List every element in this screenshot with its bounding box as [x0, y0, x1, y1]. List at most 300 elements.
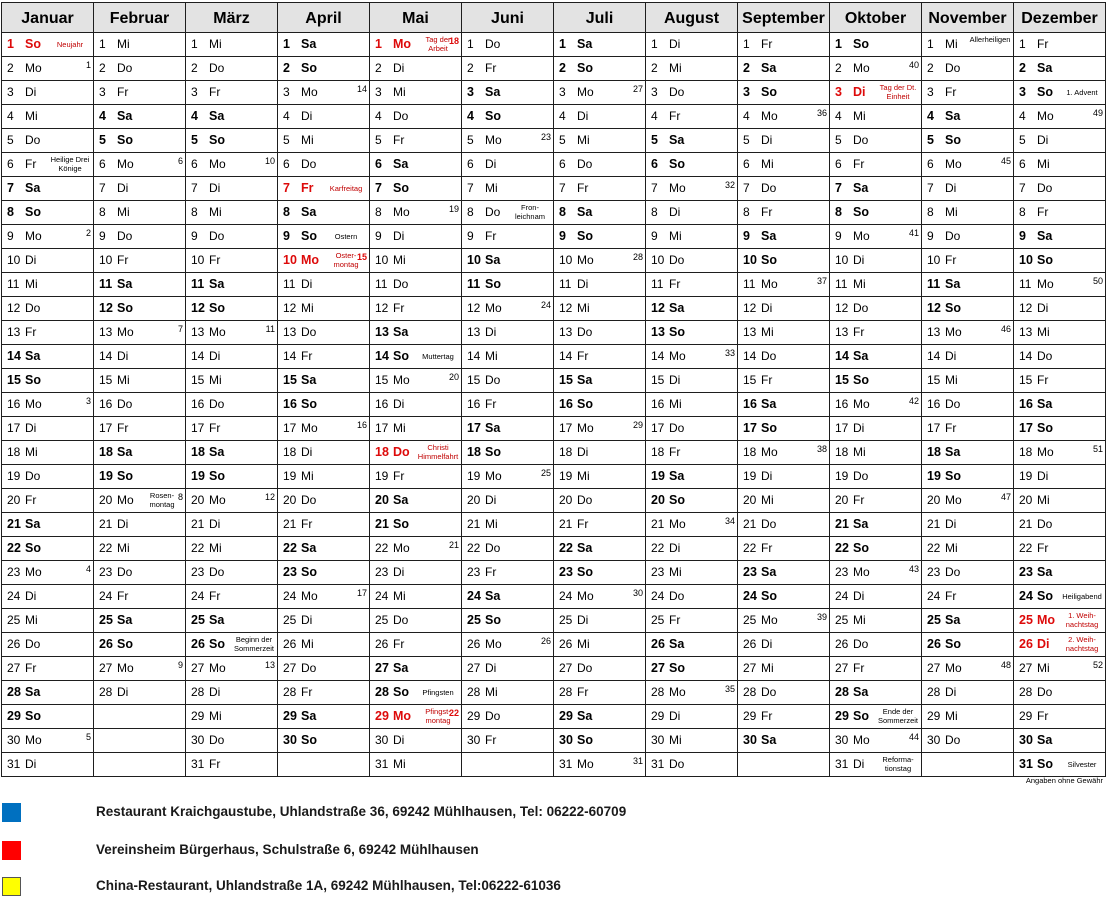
weekday-label: Fr — [393, 637, 405, 651]
day-cell — [2, 441, 94, 465]
day-cell — [554, 129, 646, 153]
day-cell — [554, 561, 646, 585]
day-cell — [1014, 657, 1106, 681]
day-cell — [370, 441, 462, 465]
day-cell — [370, 57, 462, 81]
day-label: 22 — [1019, 541, 1033, 555]
day-label: 22 — [651, 541, 665, 555]
day-label: 25 — [927, 613, 941, 627]
day-label: 7 — [283, 181, 290, 195]
day-label: 13 — [743, 325, 757, 339]
day-label: 14 — [743, 349, 757, 363]
weekday-label: Mo — [853, 229, 870, 243]
day-cell — [94, 345, 186, 369]
weekday-label: Mi — [669, 565, 682, 579]
week-number: 5 — [85, 732, 91, 742]
weekday-label: So — [1037, 757, 1053, 771]
day-cell — [94, 561, 186, 585]
weekday-label: Mi — [577, 637, 590, 651]
day-cell — [830, 681, 922, 705]
weekday-label: Di — [577, 613, 589, 627]
day-label: 5 — [743, 133, 750, 147]
day-label: 21 — [927, 517, 941, 531]
day-row — [2, 225, 1106, 249]
weekday-label: Fr — [25, 493, 37, 507]
day-label: 13 — [651, 325, 665, 339]
day-cell — [2, 225, 94, 249]
day-label: 8 — [559, 205, 566, 219]
day-row — [2, 297, 1106, 321]
day-label: 29 — [7, 709, 21, 723]
day-label: 18 — [283, 445, 297, 459]
day-label: 29 — [651, 709, 665, 723]
week-number: 9 — [177, 660, 183, 670]
weekday-label: So — [301, 229, 317, 243]
weekday-label: Fr — [853, 661, 865, 675]
day-label: 22 — [191, 541, 205, 555]
day-cell — [462, 729, 554, 753]
weekday-label: Mo — [853, 397, 870, 411]
weekday-label: Do — [301, 325, 317, 339]
day-cell — [1014, 633, 1106, 657]
weekday-label: Do — [853, 469, 869, 483]
weekday-label: Fr — [485, 397, 497, 411]
day-cell — [738, 465, 830, 489]
day-cell — [278, 249, 370, 273]
day-label: 20 — [835, 493, 849, 507]
day-label: 19 — [835, 469, 849, 483]
day-cell — [1014, 225, 1106, 249]
weekday-label: Di — [117, 517, 129, 531]
month-header: Juni — [462, 3, 554, 33]
day-label: 11 — [99, 277, 113, 291]
weekday-label: Do — [485, 373, 501, 387]
day-label: 29 — [743, 709, 757, 723]
weekday-label: Fr — [485, 61, 497, 75]
weekday-label: Di — [669, 541, 681, 555]
week-number: 48 — [1000, 660, 1011, 670]
weekday-label: Mo — [1037, 109, 1054, 123]
weekday-label: Fr — [393, 133, 405, 147]
day-cell — [94, 201, 186, 225]
weekday-label: So — [1037, 85, 1053, 99]
day-label: 23 — [835, 565, 849, 579]
day-label: 24 — [927, 589, 941, 603]
weekday-label: Sa — [209, 109, 225, 123]
day-label: 23 — [559, 565, 573, 579]
day-cell — [1014, 201, 1106, 225]
weekday-label: Sa — [301, 541, 317, 555]
day-cell — [1014, 105, 1106, 129]
day-label: 30 — [7, 733, 21, 747]
week-number: 24 — [540, 300, 551, 310]
day-label: 17 — [7, 421, 21, 435]
day-cell — [830, 465, 922, 489]
day-label: 25 — [559, 613, 573, 627]
day-label: 11 — [927, 277, 941, 291]
day-cell — [830, 57, 922, 81]
day-label: 14 — [375, 349, 389, 363]
weekday-label: Fr — [301, 517, 313, 531]
day-cell — [94, 417, 186, 441]
week-number: 47 — [1000, 492, 1011, 502]
day-label: 1 — [1019, 37, 1026, 51]
week-number: 42 — [908, 396, 919, 406]
weekday-label: So — [209, 301, 225, 315]
day-label: 30 — [743, 733, 757, 747]
weekday-label: Mi — [209, 541, 222, 555]
day-label: 31 — [191, 757, 205, 771]
day-label: 17 — [927, 421, 941, 435]
day-cell — [278, 513, 370, 537]
day-label: 22 — [283, 541, 297, 555]
day-cell — [186, 417, 278, 441]
day-cell — [94, 369, 186, 393]
day-label: 25 — [1019, 613, 1033, 627]
day-label: 19 — [467, 469, 481, 483]
week-number: 44 — [908, 732, 919, 742]
day-row — [2, 369, 1106, 393]
day-cell — [554, 729, 646, 753]
weekday-label: Mi — [485, 181, 498, 195]
day-cell — [922, 561, 1014, 585]
day-label: 6 — [191, 157, 198, 171]
weekday-label: Mi — [25, 109, 38, 123]
weekday-label: Sa — [1037, 61, 1053, 75]
day-cell — [2, 489, 94, 513]
weekday-label: Di — [945, 349, 957, 363]
weekday-label: Mi — [485, 349, 498, 363]
day-cell — [186, 729, 278, 753]
weekday-label: Mo — [485, 637, 502, 651]
empty-cell — [94, 729, 186, 753]
day-row — [2, 681, 1106, 705]
holiday-note: Christi Himmelfahrt — [417, 443, 459, 461]
weekday-label: Sa — [485, 421, 501, 435]
weekday-label: So — [853, 205, 869, 219]
weekday-label: So — [577, 61, 593, 75]
weekday-label: Do — [393, 613, 409, 627]
day-cell — [462, 321, 554, 345]
weekday-label: So — [853, 709, 869, 723]
day-label: 13 — [7, 325, 21, 339]
day-cell — [1014, 465, 1106, 489]
day-label: 5 — [651, 133, 658, 147]
day-label: 13 — [1019, 325, 1033, 339]
year-calendar — [1, 2, 1106, 777]
day-label: 23 — [467, 565, 481, 579]
day-row — [2, 609, 1106, 633]
weekday-label: Mi — [301, 133, 314, 147]
weekday-label: Sa — [669, 133, 685, 147]
day-label: 27 — [743, 661, 757, 675]
day-row — [2, 105, 1106, 129]
day-label: 2 — [99, 61, 106, 75]
day-cell — [186, 585, 278, 609]
weekday-label: Do — [485, 205, 501, 219]
day-cell — [186, 345, 278, 369]
weekday-label: Mo — [301, 589, 318, 603]
week-number: 39 — [816, 612, 827, 622]
week-number: 35 — [724, 684, 735, 694]
day-cell — [2, 177, 94, 201]
weekday-label: Do — [1037, 685, 1053, 699]
day-cell — [554, 105, 646, 129]
weekday-label: Mo — [393, 37, 412, 51]
day-label: 13 — [283, 325, 297, 339]
day-label: 20 — [559, 493, 573, 507]
day-cell — [2, 465, 94, 489]
day-cell — [554, 513, 646, 537]
week-number: 8 — [177, 492, 183, 502]
day-label: 26 — [191, 637, 205, 651]
day-label: 13 — [559, 325, 573, 339]
weekday-label: Mo — [669, 181, 686, 195]
week-number: 18 — [448, 36, 459, 46]
day-label: 25 — [375, 613, 389, 627]
day-label: 23 — [99, 565, 113, 579]
weekday-label: Sa — [25, 517, 41, 531]
day-label: 19 — [375, 469, 389, 483]
day-cell — [738, 273, 830, 297]
week-number: 22 — [448, 708, 459, 718]
day-cell — [462, 369, 554, 393]
day-label: 5 — [927, 133, 934, 147]
day-label: 15 — [559, 373, 573, 387]
day-cell — [646, 105, 738, 129]
day-row — [2, 705, 1106, 729]
day-cell — [2, 585, 94, 609]
weekday-label: Fr — [945, 421, 957, 435]
weekday-label: Mo — [853, 565, 870, 579]
day-cell — [646, 585, 738, 609]
weekday-label: Mo — [301, 85, 318, 99]
day-cell — [922, 393, 1014, 417]
weekday-label: Do — [945, 61, 961, 75]
day-label: 14 — [7, 349, 21, 363]
day-label: 17 — [467, 421, 481, 435]
day-label: 22 — [99, 541, 113, 555]
day-label: 21 — [191, 517, 205, 531]
day-label: 17 — [99, 421, 113, 435]
weekday-label: Fr — [117, 421, 129, 435]
weekday-label: Mi — [945, 709, 958, 723]
day-cell — [2, 681, 94, 705]
day-cell — [94, 609, 186, 633]
day-cell — [738, 57, 830, 81]
day-cell — [278, 393, 370, 417]
weekday-label: So — [1037, 421, 1053, 435]
weekday-label: Mi — [301, 637, 314, 651]
weekday-label: So — [209, 637, 225, 651]
weekday-label: Fr — [209, 253, 221, 267]
holiday-note: Beginn der Sommerzeit — [233, 635, 274, 653]
day-row — [2, 657, 1106, 681]
day-cell — [830, 657, 922, 681]
day-label: 11 — [375, 277, 388, 291]
month-header-row — [2, 3, 1106, 33]
day-cell — [278, 657, 370, 681]
day-label: 16 — [283, 397, 297, 411]
empty-cell — [462, 753, 554, 777]
day-label: 10 — [191, 253, 205, 267]
weekday-label: Mo — [669, 517, 686, 531]
holiday-note: 2. Weih- nachtstag — [1065, 635, 1099, 653]
weekday-label: Sa — [945, 109, 961, 123]
month-header: Oktober — [830, 3, 922, 33]
weekday-label: Do — [25, 301, 41, 315]
weekday-label: So — [1037, 589, 1053, 603]
weekday-label: Di — [209, 349, 221, 363]
day-row — [2, 513, 1106, 537]
day-row — [2, 465, 1106, 489]
weekday-label: Mo — [209, 325, 226, 339]
day-cell — [922, 489, 1014, 513]
day-cell — [830, 369, 922, 393]
day-cell — [462, 393, 554, 417]
day-cell — [646, 489, 738, 513]
day-cell — [554, 201, 646, 225]
weekday-label: Di — [1037, 133, 1049, 147]
day-label: 5 — [467, 133, 474, 147]
weekday-label: So — [25, 541, 41, 555]
weekday-label: Sa — [209, 445, 225, 459]
day-cell — [2, 705, 94, 729]
week-number: 25 — [540, 468, 551, 478]
day-label: 28 — [835, 685, 849, 699]
day-label: 15 — [835, 373, 849, 387]
weekday-label: Do — [761, 517, 777, 531]
day-cell — [462, 417, 554, 441]
day-cell — [278, 537, 370, 561]
day-label: 24 — [7, 589, 21, 603]
weekday-label: Mi — [393, 421, 406, 435]
day-label: 5 — [375, 133, 382, 147]
weekday-label: Fr — [117, 589, 129, 603]
day-label: 10 — [927, 253, 941, 267]
day-cell — [94, 297, 186, 321]
day-cell — [370, 297, 462, 321]
day-label: 4 — [375, 109, 382, 123]
weekday-label: Mi — [393, 757, 406, 771]
day-cell — [186, 225, 278, 249]
weekday-label: Mi — [853, 445, 866, 459]
day-cell — [94, 393, 186, 417]
day-label: 19 — [7, 469, 21, 483]
day-label: 30 — [927, 733, 941, 747]
day-row — [2, 585, 1106, 609]
day-cell — [2, 561, 94, 585]
weekday-label: Mo — [853, 733, 870, 747]
weekday-label: Mi — [669, 733, 682, 747]
day-label: 30 — [1019, 733, 1033, 747]
day-label: 8 — [927, 205, 934, 219]
holiday-note: Tag der Dt. Einheit — [879, 83, 917, 101]
day-label: 31 — [7, 757, 21, 771]
day-cell — [2, 33, 94, 57]
day-cell — [186, 537, 278, 561]
day-cell — [922, 153, 1014, 177]
day-label: 5 — [283, 133, 290, 147]
day-label: 24 — [559, 589, 573, 603]
weekday-label: Mi — [209, 373, 222, 387]
day-label: 31 — [835, 757, 849, 771]
day-cell — [830, 105, 922, 129]
weekday-label: Mi — [1037, 493, 1050, 507]
weekday-label: Mo — [393, 709, 412, 723]
day-row — [2, 537, 1106, 561]
weekday-label: Do — [577, 157, 593, 171]
day-cell — [2, 633, 94, 657]
day-cell — [462, 489, 554, 513]
day-label: 15 — [651, 373, 665, 387]
day-label: 3 — [283, 85, 290, 99]
day-cell — [738, 417, 830, 441]
day-cell — [1014, 177, 1106, 201]
day-label: 11 — [7, 277, 20, 291]
day-cell — [278, 417, 370, 441]
day-cell — [2, 297, 94, 321]
weekday-label: Sa — [117, 277, 133, 291]
weekday-label: Fr — [117, 85, 129, 99]
day-label: 26 — [1019, 637, 1033, 651]
week-number: 30 — [632, 588, 643, 598]
weekday-label: Mi — [301, 301, 314, 315]
weekday-label: Sa — [577, 541, 593, 555]
day-label: 17 — [1019, 421, 1033, 435]
day-cell — [738, 345, 830, 369]
day-row — [2, 393, 1106, 417]
day-label: 12 — [835, 301, 849, 315]
day-cell — [554, 633, 646, 657]
weekday-label: Mo — [301, 421, 318, 435]
day-label: 21 — [99, 517, 113, 531]
day-cell — [94, 513, 186, 537]
day-label: 11 — [1019, 277, 1032, 291]
weekday-label: So — [761, 253, 777, 267]
day-label: 27 — [651, 661, 665, 675]
day-cell — [278, 129, 370, 153]
day-label: 14 — [651, 349, 665, 363]
week-number: 40 — [908, 60, 919, 70]
day-label: 16 — [743, 397, 757, 411]
day-cell — [922, 57, 1014, 81]
day-label: 18 — [191, 445, 205, 459]
day-cell — [830, 33, 922, 57]
day-row — [2, 129, 1106, 153]
day-cell — [646, 57, 738, 81]
weekday-label: Mi — [209, 37, 222, 51]
day-cell — [370, 153, 462, 177]
day-cell — [370, 177, 462, 201]
day-label: 21 — [651, 517, 665, 531]
weekday-label: Mi — [393, 85, 406, 99]
holiday-note: Ostern — [334, 232, 358, 241]
day-label: 21 — [467, 517, 481, 531]
weekday-label: Sa — [577, 205, 593, 219]
day-cell — [278, 273, 370, 297]
weekday-label: Di — [301, 613, 313, 627]
day-label: 2 — [467, 61, 474, 75]
day-label: 2 — [559, 61, 566, 75]
day-cell — [922, 177, 1014, 201]
weekday-label: Di — [393, 229, 405, 243]
weekday-label: Sa — [301, 205, 317, 219]
weekday-label: Di — [301, 445, 313, 459]
weekday-label: Do — [209, 61, 225, 75]
day-cell — [830, 273, 922, 297]
day-cell — [646, 705, 738, 729]
